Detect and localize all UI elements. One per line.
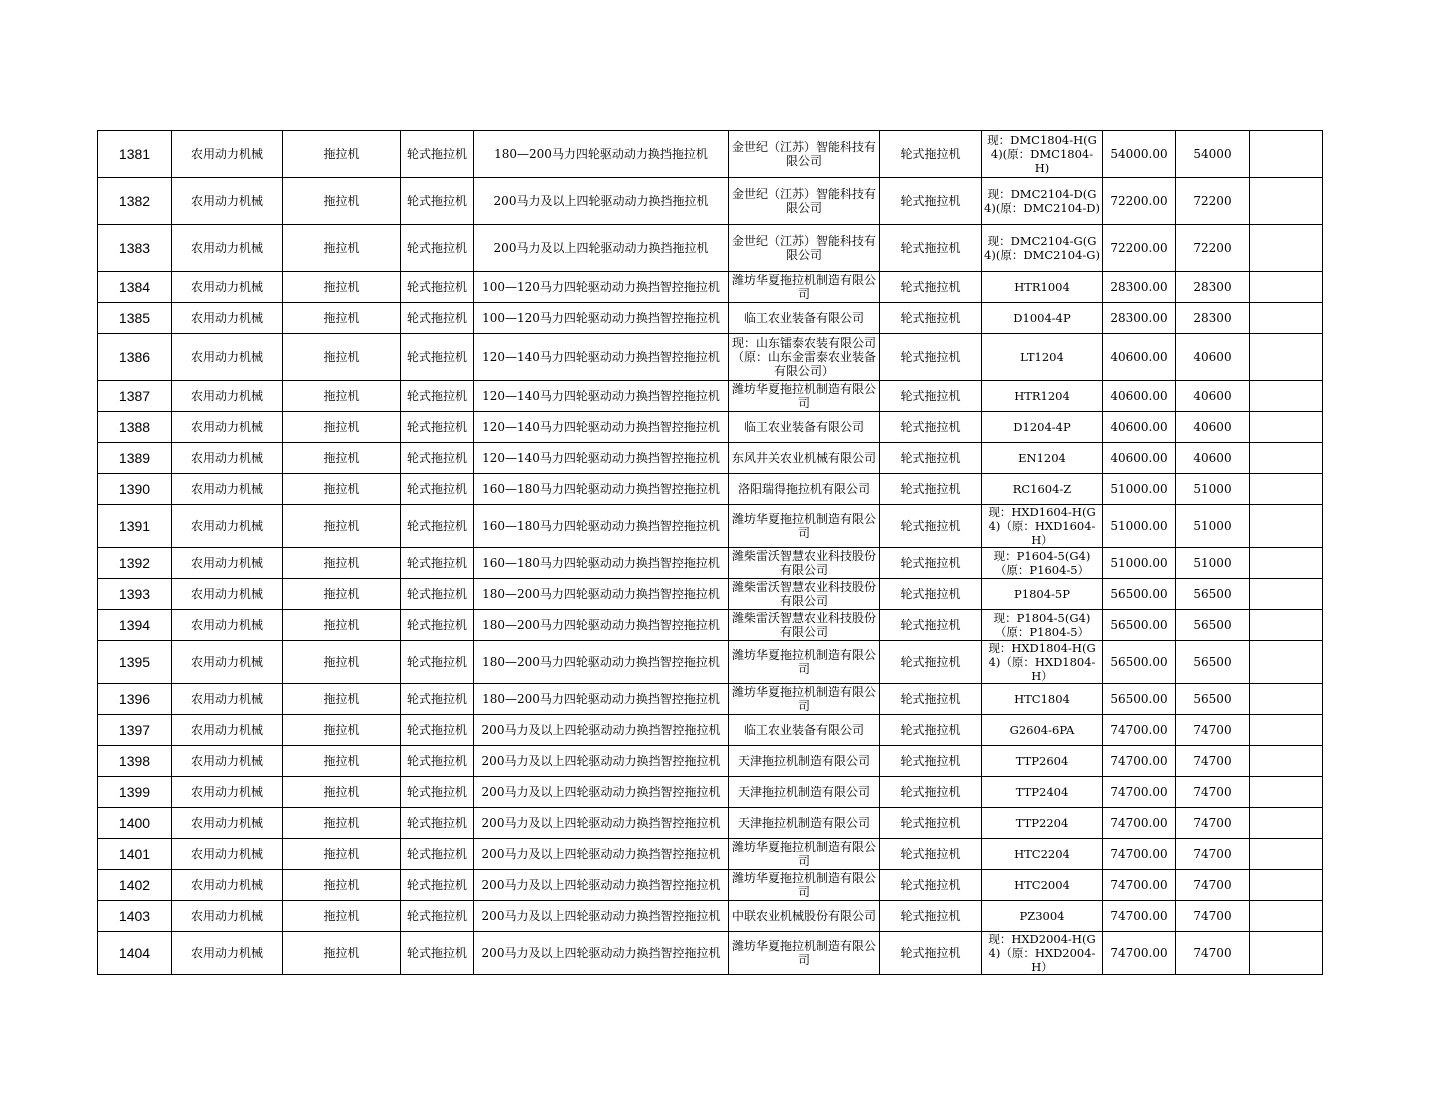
subsidy-amount-cell: 40600.00: [1103, 443, 1176, 474]
spec-grade-cell: 120—140马力四轮驱动动力换挡智控拖拉机: [474, 412, 729, 443]
manufacturer-cell: 金世纪（江苏）智能科技有限公司: [729, 178, 880, 225]
category-level3-cell: 轮式拖拉机: [401, 808, 474, 839]
category-level2-cell: 拖拉机: [283, 548, 401, 579]
category-level1-cell: 农用动力机械: [172, 870, 283, 901]
remark-cell: [1250, 131, 1323, 178]
model-number-cell: HTR1004: [982, 272, 1103, 303]
category-level1-cell: 农用动力机械: [172, 548, 283, 579]
remark-cell: [1250, 443, 1323, 474]
category-level1-cell: 农用动力机械: [172, 505, 283, 548]
table-row: [98, 641, 1323, 684]
model-number-cell: D1004-4P: [982, 303, 1103, 334]
category-level2-cell: 拖拉机: [283, 412, 401, 443]
subsidy-cap-cell: 28300: [1176, 303, 1250, 334]
model-number-cell: 现：DMC2104-G(G4)(原：DMC2104-G): [982, 225, 1103, 272]
subsidy-amount-cell: 51000.00: [1103, 505, 1176, 548]
subsidy-amount-cell: 40600.00: [1103, 381, 1176, 412]
row-number-cell: 1384: [98, 272, 172, 303]
model-number-cell: 现：DMC1804-H(G4)(原：DMC1804-H): [982, 131, 1103, 178]
manufacturer-cell: 天津拖拉机制造有限公司: [729, 777, 880, 808]
category-level1-cell: 农用动力机械: [172, 777, 283, 808]
table-row: [98, 808, 1323, 839]
spec-grade-cell: 180—200马力四轮驱动动力换挡智控拖拉机: [474, 579, 729, 610]
category-level2-cell: 拖拉机: [283, 225, 401, 272]
product-type-cell: 轮式拖拉机: [880, 178, 982, 225]
spec-grade-cell: 180—200马力四轮驱动动力换挡拖拉机: [474, 131, 729, 178]
model-number-cell: 现：P1804-5(G4)（原：P1804-5）: [982, 610, 1103, 641]
product-type-cell: 轮式拖拉机: [880, 808, 982, 839]
table-row: [98, 684, 1323, 715]
spec-grade-cell: 200马力及以上四轮驱动动力换挡智控拖拉机: [474, 839, 729, 870]
category-level2-cell: 拖拉机: [283, 272, 401, 303]
table-row: [98, 746, 1323, 777]
subsidy-amount-cell: 40600.00: [1103, 412, 1176, 443]
spec-grade-cell: 160—180马力四轮驱动动力换挡智控拖拉机: [474, 474, 729, 505]
row-number-cell: 1403: [98, 901, 172, 932]
product-type-cell: 轮式拖拉机: [880, 901, 982, 932]
row-number-cell: 1392: [98, 548, 172, 579]
row-number-cell: 1382: [98, 178, 172, 225]
row-number-cell: 1391: [98, 505, 172, 548]
remark-cell: [1250, 505, 1323, 548]
subsidy-cap-cell: 40600: [1176, 412, 1250, 443]
subsidy-amount-cell: 51000.00: [1103, 474, 1176, 505]
product-type-cell: 轮式拖拉机: [880, 777, 982, 808]
subsidy-table-page: [97, 130, 1322, 975]
category-level2-cell: 拖拉机: [283, 746, 401, 777]
category-level1-cell: 农用动力机械: [172, 412, 283, 443]
table-row: [98, 870, 1323, 901]
remark-cell: [1250, 715, 1323, 746]
table-row: [98, 715, 1323, 746]
subsidy-cap-cell: 40600: [1176, 334, 1250, 381]
product-type-cell: 轮式拖拉机: [880, 474, 982, 505]
subsidy-amount-cell: 28300.00: [1103, 272, 1176, 303]
remark-cell: [1250, 579, 1323, 610]
table-row: [98, 178, 1323, 225]
manufacturer-cell: 金世纪（江苏）智能科技有限公司: [729, 131, 880, 178]
row-number-cell: 1393: [98, 579, 172, 610]
model-number-cell: HTC2004: [982, 870, 1103, 901]
manufacturer-cell: 潍坊华夏拖拉机制造有限公司: [729, 641, 880, 684]
category-level2-cell: 拖拉机: [283, 474, 401, 505]
subsidy-amount-cell: 56500.00: [1103, 641, 1176, 684]
model-number-cell: PZ3004: [982, 901, 1103, 932]
model-number-cell: HTC2204: [982, 839, 1103, 870]
model-number-cell: TTP2204: [982, 808, 1103, 839]
subsidy-cap-cell: 40600: [1176, 381, 1250, 412]
model-number-cell: D1204-4P: [982, 412, 1103, 443]
category-level3-cell: 轮式拖拉机: [401, 870, 474, 901]
category-level1-cell: 农用动力机械: [172, 474, 283, 505]
manufacturer-cell: 洛阳瑞得拖拉机有限公司: [729, 474, 880, 505]
category-level3-cell: 轮式拖拉机: [401, 777, 474, 808]
subsidy-amount-cell: 54000.00: [1103, 131, 1176, 178]
category-level3-cell: 轮式拖拉机: [401, 901, 474, 932]
subsidy-amount-cell: 51000.00: [1103, 548, 1176, 579]
spec-grade-cell: 120—140马力四轮驱动动力换挡智控拖拉机: [474, 381, 729, 412]
subsidy-amount-cell: 74700.00: [1103, 777, 1176, 808]
product-type-cell: 轮式拖拉机: [880, 131, 982, 178]
product-type-cell: 轮式拖拉机: [880, 334, 982, 381]
subsidy-cap-cell: 72200: [1176, 225, 1250, 272]
spec-grade-cell: 100—120马力四轮驱动动力换挡智控拖拉机: [474, 272, 729, 303]
table-row: [98, 610, 1323, 641]
model-number-cell: LT1204: [982, 334, 1103, 381]
category-level1-cell: 农用动力机械: [172, 715, 283, 746]
product-type-cell: 轮式拖拉机: [880, 443, 982, 474]
subsidy-cap-cell: 51000: [1176, 474, 1250, 505]
remark-cell: [1250, 684, 1323, 715]
category-level3-cell: 轮式拖拉机: [401, 303, 474, 334]
manufacturer-cell: 潍坊华夏拖拉机制造有限公司: [729, 381, 880, 412]
spec-grade-cell: 160—180马力四轮驱动动力换挡智控拖拉机: [474, 548, 729, 579]
manufacturer-cell: 潍坊华夏拖拉机制造有限公司: [729, 272, 880, 303]
table-row: [98, 474, 1323, 505]
row-number-cell: 1388: [98, 412, 172, 443]
category-level3-cell: 轮式拖拉机: [401, 746, 474, 777]
model-number-cell: 现：HXD2004-H(G4)（原：HXD2004-H）: [982, 932, 1103, 975]
product-type-cell: 轮式拖拉机: [880, 225, 982, 272]
row-number-cell: 1401: [98, 839, 172, 870]
manufacturer-cell: 潍柴雷沃智慧农业科技股份有限公司: [729, 610, 880, 641]
product-type-cell: 轮式拖拉机: [880, 746, 982, 777]
subsidy-amount-cell: 56500.00: [1103, 684, 1176, 715]
table-row: [98, 579, 1323, 610]
model-number-cell: 现：DMC2104-D(G4)(原：DMC2104-D): [982, 178, 1103, 225]
table-row: [98, 412, 1323, 443]
table-row: [98, 548, 1323, 579]
category-level2-cell: 拖拉机: [283, 178, 401, 225]
row-number-cell: 1400: [98, 808, 172, 839]
category-level3-cell: 轮式拖拉机: [401, 839, 474, 870]
model-number-cell: P1804-5P: [982, 579, 1103, 610]
product-type-cell: 轮式拖拉机: [880, 641, 982, 684]
subsidy-amount-cell: 72200.00: [1103, 178, 1176, 225]
subsidy-amount-cell: 74700.00: [1103, 715, 1176, 746]
table-row: [98, 777, 1323, 808]
spec-grade-cell: 180—200马力四轮驱动动力换挡智控拖拉机: [474, 641, 729, 684]
table-row: [98, 131, 1323, 178]
category-level1-cell: 农用动力机械: [172, 131, 283, 178]
table-row: [98, 443, 1323, 474]
manufacturer-cell: 临工农业装备有限公司: [729, 412, 880, 443]
category-level2-cell: 拖拉机: [283, 131, 401, 178]
remark-cell: [1250, 839, 1323, 870]
remark-cell: [1250, 412, 1323, 443]
spec-grade-cell: 160—180马力四轮驱动动力换挡智控拖拉机: [474, 505, 729, 548]
spec-grade-cell: 200马力及以上四轮驱动动力换挡拖拉机: [474, 178, 729, 225]
table-row: [98, 839, 1323, 870]
row-number-cell: 1385: [98, 303, 172, 334]
row-number-cell: 1394: [98, 610, 172, 641]
product-type-cell: 轮式拖拉机: [880, 870, 982, 901]
remark-cell: [1250, 303, 1323, 334]
spec-grade-cell: 200马力及以上四轮驱动动力换挡智控拖拉机: [474, 808, 729, 839]
remark-cell: [1250, 901, 1323, 932]
category-level2-cell: 拖拉机: [283, 381, 401, 412]
category-level3-cell: 轮式拖拉机: [401, 684, 474, 715]
category-level3-cell: 轮式拖拉机: [401, 412, 474, 443]
row-number-cell: 1402: [98, 870, 172, 901]
product-type-cell: 轮式拖拉机: [880, 412, 982, 443]
model-number-cell: HTR1204: [982, 381, 1103, 412]
category-level3-cell: 轮式拖拉机: [401, 178, 474, 225]
row-number-cell: 1395: [98, 641, 172, 684]
category-level3-cell: 轮式拖拉机: [401, 334, 474, 381]
category-level1-cell: 农用动力机械: [172, 381, 283, 412]
row-number-cell: 1404: [98, 932, 172, 975]
remark-cell: [1250, 610, 1323, 641]
product-type-cell: 轮式拖拉机: [880, 381, 982, 412]
category-level2-cell: 拖拉机: [283, 777, 401, 808]
manufacturer-cell: 东风井关农业机械有限公司: [729, 443, 880, 474]
manufacturer-cell: 金世纪（江苏）智能科技有限公司: [729, 225, 880, 272]
row-number-cell: 1383: [98, 225, 172, 272]
row-number-cell: 1396: [98, 684, 172, 715]
remark-cell: [1250, 746, 1323, 777]
subsidy-cap-cell: 72200: [1176, 178, 1250, 225]
category-level3-cell: 轮式拖拉机: [401, 474, 474, 505]
category-level1-cell: 农用动力机械: [172, 178, 283, 225]
table-row: [98, 505, 1323, 548]
subsidy-amount-cell: 56500.00: [1103, 579, 1176, 610]
product-type-cell: 轮式拖拉机: [880, 272, 982, 303]
category-level1-cell: 农用动力机械: [172, 641, 283, 684]
product-type-cell: 轮式拖拉机: [880, 932, 982, 975]
category-level1-cell: 农用动力机械: [172, 684, 283, 715]
product-type-cell: 轮式拖拉机: [880, 715, 982, 746]
category-level2-cell: 拖拉机: [283, 901, 401, 932]
subsidy-amount-cell: 74700.00: [1103, 839, 1176, 870]
category-level3-cell: 轮式拖拉机: [401, 505, 474, 548]
table-row: [98, 901, 1323, 932]
table-row: [98, 932, 1323, 975]
model-number-cell: 现：HXD1804-H(G4)（原：HXD1804-H）: [982, 641, 1103, 684]
category-level2-cell: 拖拉机: [283, 715, 401, 746]
subsidy-amount-cell: 74700.00: [1103, 901, 1176, 932]
model-number-cell: TTP2404: [982, 777, 1103, 808]
remark-cell: [1250, 334, 1323, 381]
spec-grade-cell: 200马力及以上四轮驱动动力换挡智控拖拉机: [474, 777, 729, 808]
product-type-cell: 轮式拖拉机: [880, 548, 982, 579]
table-row: [98, 303, 1323, 334]
model-number-cell: EN1204: [982, 443, 1103, 474]
spec-grade-cell: 200马力及以上四轮驱动动力换挡智控拖拉机: [474, 746, 729, 777]
model-number-cell: G2604-6PA: [982, 715, 1103, 746]
category-level2-cell: 拖拉机: [283, 641, 401, 684]
category-level1-cell: 农用动力机械: [172, 932, 283, 975]
subsidy-amount-cell: 72200.00: [1103, 225, 1176, 272]
manufacturer-cell: 潍坊华夏拖拉机制造有限公司: [729, 870, 880, 901]
manufacturer-cell: 临工农业装备有限公司: [729, 303, 880, 334]
category-level3-cell: 轮式拖拉机: [401, 131, 474, 178]
category-level1-cell: 农用动力机械: [172, 303, 283, 334]
subsidy-cap-cell: 56500: [1176, 579, 1250, 610]
spec-grade-cell: 180—200马力四轮驱动动力换挡智控拖拉机: [474, 610, 729, 641]
subsidy-cap-cell: 51000: [1176, 505, 1250, 548]
subsidy-table: [97, 130, 1323, 975]
remark-cell: [1250, 870, 1323, 901]
category-level3-cell: 轮式拖拉机: [401, 225, 474, 272]
manufacturer-cell: 中联农业机械股份有限公司: [729, 901, 880, 932]
product-type-cell: 轮式拖拉机: [880, 579, 982, 610]
category-level1-cell: 农用动力机械: [172, 901, 283, 932]
table-row: [98, 225, 1323, 272]
manufacturer-cell: 潍坊华夏拖拉机制造有限公司: [729, 932, 880, 975]
model-number-cell: RC1604-Z: [982, 474, 1103, 505]
table-row: [98, 272, 1323, 303]
category-level2-cell: 拖拉机: [283, 610, 401, 641]
category-level2-cell: 拖拉机: [283, 870, 401, 901]
model-number-cell: 现：P1604-5(G4)（原：P1604-5）: [982, 548, 1103, 579]
manufacturer-cell: 潍柴雷沃智慧农业科技股份有限公司: [729, 579, 880, 610]
remark-cell: [1250, 474, 1323, 505]
spec-grade-cell: 120—140马力四轮驱动动力换挡智控拖拉机: [474, 334, 729, 381]
remark-cell: [1250, 272, 1323, 303]
subsidy-cap-cell: 74700: [1176, 746, 1250, 777]
manufacturer-cell: 潍坊华夏拖拉机制造有限公司: [729, 505, 880, 548]
category-level3-cell: 轮式拖拉机: [401, 715, 474, 746]
remark-cell: [1250, 178, 1323, 225]
model-number-cell: 现：HXD1604-H(G4)（原：HXD1604-H）: [982, 505, 1103, 548]
category-level3-cell: 轮式拖拉机: [401, 443, 474, 474]
category-level1-cell: 农用动力机械: [172, 808, 283, 839]
row-number-cell: 1398: [98, 746, 172, 777]
category-level2-cell: 拖拉机: [283, 303, 401, 334]
category-level2-cell: 拖拉机: [283, 684, 401, 715]
subsidy-amount-cell: 74700.00: [1103, 808, 1176, 839]
subsidy-amount-cell: 28300.00: [1103, 303, 1176, 334]
manufacturer-cell: 现：山东镭泰农装有限公司（原：山东金雷泰农业装备有限公司）: [729, 334, 880, 381]
product-type-cell: 轮式拖拉机: [880, 303, 982, 334]
table-row: [98, 381, 1323, 412]
subsidy-amount-cell: 74700.00: [1103, 746, 1176, 777]
category-level2-cell: 拖拉机: [283, 808, 401, 839]
remark-cell: [1250, 381, 1323, 412]
table-body: [98, 131, 1323, 975]
category-level3-cell: 轮式拖拉机: [401, 548, 474, 579]
manufacturer-cell: 潍坊华夏拖拉机制造有限公司: [729, 839, 880, 870]
subsidy-amount-cell: 40600.00: [1103, 334, 1176, 381]
subsidy-amount-cell: 56500.00: [1103, 610, 1176, 641]
subsidy-amount-cell: 74700.00: [1103, 870, 1176, 901]
subsidy-cap-cell: 51000: [1176, 548, 1250, 579]
subsidy-cap-cell: 28300: [1176, 272, 1250, 303]
category-level1-cell: 农用动力机械: [172, 610, 283, 641]
category-level2-cell: 拖拉机: [283, 579, 401, 610]
category-level2-cell: 拖拉机: [283, 932, 401, 975]
category-level1-cell: 农用动力机械: [172, 746, 283, 777]
category-level3-cell: 轮式拖拉机: [401, 610, 474, 641]
subsidy-cap-cell: 74700: [1176, 839, 1250, 870]
row-number-cell: 1399: [98, 777, 172, 808]
category-level1-cell: 农用动力机械: [172, 272, 283, 303]
subsidy-cap-cell: 56500: [1176, 610, 1250, 641]
category-level2-cell: 拖拉机: [283, 334, 401, 381]
category-level1-cell: 农用动力机械: [172, 579, 283, 610]
category-level3-cell: 轮式拖拉机: [401, 641, 474, 684]
subsidy-cap-cell: 74700: [1176, 777, 1250, 808]
category-level1-cell: 农用动力机械: [172, 225, 283, 272]
spec-grade-cell: 200马力及以上四轮驱动动力换挡智控拖拉机: [474, 901, 729, 932]
model-number-cell: TTP2604: [982, 746, 1103, 777]
product-type-cell: 轮式拖拉机: [880, 610, 982, 641]
category-level3-cell: 轮式拖拉机: [401, 381, 474, 412]
remark-cell: [1250, 932, 1323, 975]
subsidy-cap-cell: 40600: [1176, 443, 1250, 474]
product-type-cell: 轮式拖拉机: [880, 839, 982, 870]
row-number-cell: 1386: [98, 334, 172, 381]
row-number-cell: 1397: [98, 715, 172, 746]
manufacturer-cell: 天津拖拉机制造有限公司: [729, 808, 880, 839]
subsidy-amount-cell: 74700.00: [1103, 932, 1176, 975]
category-level2-cell: 拖拉机: [283, 443, 401, 474]
subsidy-cap-cell: 74700: [1176, 715, 1250, 746]
category-level3-cell: 轮式拖拉机: [401, 932, 474, 975]
spec-grade-cell: 200马力及以上四轮驱动动力换挡智控拖拉机: [474, 715, 729, 746]
spec-grade-cell: 200马力及以上四轮驱动动力换挡智控拖拉机: [474, 870, 729, 901]
manufacturer-cell: 天津拖拉机制造有限公司: [729, 746, 880, 777]
row-number-cell: 1387: [98, 381, 172, 412]
subsidy-cap-cell: 56500: [1176, 641, 1250, 684]
category-level2-cell: 拖拉机: [283, 505, 401, 548]
remark-cell: [1250, 548, 1323, 579]
category-level2-cell: 拖拉机: [283, 839, 401, 870]
spec-grade-cell: 200马力及以上四轮驱动动力换挡智控拖拉机: [474, 932, 729, 975]
manufacturer-cell: 潍柴雷沃智慧农业科技股份有限公司: [729, 548, 880, 579]
row-number-cell: 1389: [98, 443, 172, 474]
spec-grade-cell: 180—200马力四轮驱动动力换挡智控拖拉机: [474, 684, 729, 715]
remark-cell: [1250, 641, 1323, 684]
category-level3-cell: 轮式拖拉机: [401, 272, 474, 303]
product-type-cell: 轮式拖拉机: [880, 505, 982, 548]
subsidy-cap-cell: 74700: [1176, 932, 1250, 975]
category-level3-cell: 轮式拖拉机: [401, 579, 474, 610]
spec-grade-cell: 200马力及以上四轮驱动动力换挡拖拉机: [474, 225, 729, 272]
manufacturer-cell: 临工农业装备有限公司: [729, 715, 880, 746]
row-number-cell: 1381: [98, 131, 172, 178]
row-number-cell: 1390: [98, 474, 172, 505]
subsidy-cap-cell: 74700: [1176, 901, 1250, 932]
subsidy-cap-cell: 54000: [1176, 131, 1250, 178]
subsidy-cap-cell: 56500: [1176, 684, 1250, 715]
category-level1-cell: 农用动力机械: [172, 334, 283, 381]
remark-cell: [1250, 225, 1323, 272]
remark-cell: [1250, 777, 1323, 808]
subsidy-cap-cell: 74700: [1176, 870, 1250, 901]
product-type-cell: 轮式拖拉机: [880, 684, 982, 715]
remark-cell: [1250, 808, 1323, 839]
category-level1-cell: 农用动力机械: [172, 443, 283, 474]
spec-grade-cell: 120—140马力四轮驱动动力换挡智控拖拉机: [474, 443, 729, 474]
category-level1-cell: 农用动力机械: [172, 839, 283, 870]
manufacturer-cell: 潍坊华夏拖拉机制造有限公司: [729, 684, 880, 715]
model-number-cell: HTC1804: [982, 684, 1103, 715]
table-row: [98, 334, 1323, 381]
subsidy-cap-cell: 74700: [1176, 808, 1250, 839]
spec-grade-cell: 100—120马力四轮驱动动力换挡智控拖拉机: [474, 303, 729, 334]
